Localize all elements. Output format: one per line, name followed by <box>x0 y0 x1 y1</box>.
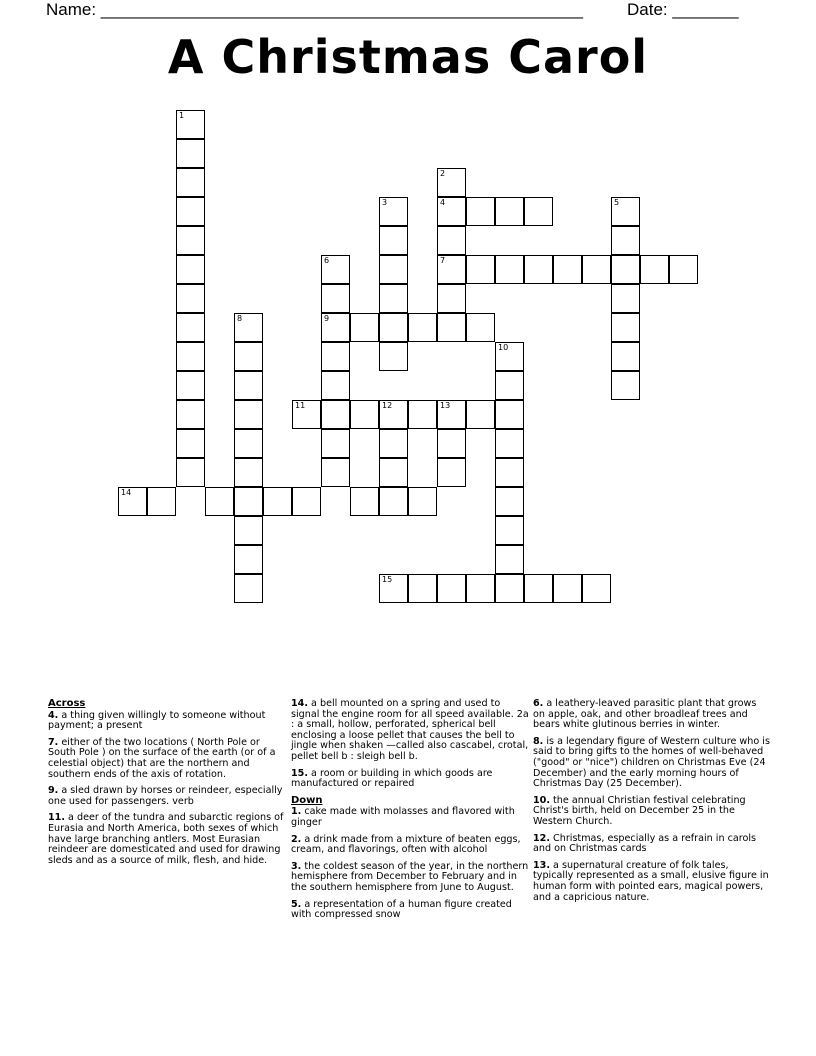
clue-item <box>291 769 529 790</box>
crossword-cell[interactable] <box>437 255 466 284</box>
crossword-cell[interactable] <box>524 574 553 603</box>
crossword-cell[interactable] <box>437 284 466 313</box>
crossword-cell[interactable] <box>524 255 553 284</box>
clue-number: 11 <box>295 401 306 410</box>
crossword-cell[interactable] <box>437 168 466 197</box>
crossword-cell[interactable] <box>176 168 205 197</box>
clue-item <box>48 786 286 807</box>
down-heading: Down <box>291 794 323 806</box>
clue-number: 8 <box>237 314 243 323</box>
clue-item <box>533 834 771 855</box>
clue-number: 2 <box>440 169 446 178</box>
crossword-cell[interactable] <box>524 197 553 226</box>
clue-item-number: 15. <box>291 767 308 779</box>
clue-item-number: 12. <box>533 832 550 844</box>
crossword-cell[interactable] <box>321 284 350 313</box>
clue-item-number: 8. <box>533 735 544 747</box>
crossword-cell[interactable] <box>379 342 408 371</box>
crossword-cell[interactable] <box>611 342 640 371</box>
crossword-cell[interactable] <box>176 255 205 284</box>
clue-item-number: 5. <box>291 898 302 910</box>
clues-column-2 <box>291 699 529 927</box>
clue-item-number: 9. <box>48 785 59 797</box>
clue-item <box>291 862 529 894</box>
clue-item-number: 10. <box>533 794 550 806</box>
crossword-cell[interactable] <box>611 197 640 226</box>
clue-item-number: 6. <box>533 698 544 709</box>
clue-item-text: cake made with molasses and flavored with ginger <box>291 806 515 828</box>
clue-item-number: 2. <box>291 833 302 845</box>
crossword-cell[interactable] <box>611 371 640 400</box>
clue-item-text: a representation of a human figure created with compressed snow <box>291 898 512 921</box>
crossword-cell[interactable] <box>205 487 234 516</box>
crossword-cell[interactable] <box>611 226 640 255</box>
crossword-cell[interactable] <box>495 458 524 487</box>
page-title: A Christmas Carol <box>167 30 649 84</box>
crossword-cell[interactable] <box>321 458 350 487</box>
crossword-cell[interactable] <box>234 429 263 458</box>
crossword-cell[interactable] <box>553 255 582 284</box>
clue-item <box>533 737 771 790</box>
crossword-cell[interactable] <box>495 516 524 545</box>
crossword-cell[interactable] <box>379 429 408 458</box>
clue-item-number: 4. <box>48 709 59 721</box>
crossword-cell[interactable] <box>437 313 466 342</box>
crossword-cell[interactable] <box>321 342 350 371</box>
clue-item <box>48 711 286 732</box>
crossword-cell[interactable] <box>234 371 263 400</box>
clue-item <box>533 699 771 731</box>
clue-item <box>48 738 286 780</box>
crossword-cell[interactable] <box>582 574 611 603</box>
crossword-cell[interactable] <box>466 400 495 429</box>
across-heading: Across <box>48 698 86 709</box>
crossword-cell[interactable] <box>408 487 437 516</box>
crossword-cell[interactable] <box>495 342 524 371</box>
crossword-cell[interactable] <box>234 545 263 574</box>
clues-column-1 <box>48 699 286 872</box>
crossword-cell[interactable] <box>176 313 205 342</box>
crossword-cell[interactable] <box>379 400 408 429</box>
crossword-cell[interactable] <box>147 487 176 516</box>
clue-item-text: either of the two locations ( North Pole or South Pole ) on the surface of the earth (or of a celestial object) that are the northern and southern ends of the axis of rotation. <box>48 736 276 780</box>
clue-number: 7 <box>440 256 446 265</box>
clue-number: 3 <box>382 198 388 207</box>
crossword-cell[interactable] <box>379 574 408 603</box>
crossword-cell[interactable] <box>292 400 321 429</box>
clue-item <box>533 861 771 903</box>
crossword-cell[interactable] <box>553 574 582 603</box>
crossword-cell[interactable] <box>234 400 263 429</box>
clue-item-text: a supernatural creature of folk tales, typically represented as a small, elusive figure in human form with pointed ears, magical powers, and a capricious nature. <box>533 859 769 903</box>
crossword-cell[interactable] <box>437 400 466 429</box>
clue-item <box>48 813 286 866</box>
crossword-cell[interactable] <box>350 313 379 342</box>
crossword-cell[interactable] <box>176 226 205 255</box>
clue-item-text: a deer of the tundra and subarctic regions of Eurasia and North America, both sexes of which have large branching antlers. Most Eurasian reindeer are domesticated and used for drawing sleds and as a source of milk, flesh, and hide. <box>48 812 284 866</box>
clue-item-number: 13. <box>533 859 550 871</box>
crossword-cell[interactable] <box>321 313 350 342</box>
crossword-cell[interactable] <box>379 458 408 487</box>
date-field-label: Date: _______ <box>627 0 739 19</box>
clue-item-number: 3. <box>291 860 302 872</box>
crossword-cell[interactable] <box>350 400 379 429</box>
clue-item-text: a drink made from a mixture of beaten eggs, cream, and flavorings, often with alcohol <box>291 833 521 856</box>
crossword-cell[interactable] <box>669 255 698 284</box>
crossword-cell[interactable] <box>176 458 205 487</box>
crossword-cell[interactable] <box>234 516 263 545</box>
crossword-cell[interactable] <box>292 487 321 516</box>
crossword-cell[interactable] <box>611 313 640 342</box>
crossword-cell[interactable] <box>350 487 379 516</box>
clue-number: 9 <box>324 314 330 323</box>
crossword-cell[interactable] <box>408 574 437 603</box>
clue-item-number: 1. <box>291 806 302 818</box>
clue-item-number: 14. <box>291 698 308 709</box>
crossword-cell[interactable] <box>321 429 350 458</box>
crossword-cell[interactable] <box>379 255 408 284</box>
crossword-cell[interactable] <box>176 400 205 429</box>
crossword-cell[interactable] <box>234 342 263 371</box>
crossword-cell[interactable] <box>176 342 205 371</box>
crossword-cell[interactable] <box>437 197 466 226</box>
crossword-cell[interactable] <box>611 284 640 313</box>
clue-item <box>533 796 771 828</box>
crossword-cell[interactable] <box>495 545 524 574</box>
crossword-cell[interactable] <box>176 371 205 400</box>
clue-item <box>291 807 529 828</box>
clue-item-text: a thing given willingly to someone without payment; a present <box>48 709 266 732</box>
clue-item-text: Christmas, especially as a refrain in carols and on Christmas cards <box>533 832 756 855</box>
crossword-cell[interactable] <box>234 313 263 342</box>
clue-number: 12 <box>382 401 393 410</box>
clue-number: 4 <box>440 198 446 207</box>
crossword-cell[interactable] <box>234 487 263 516</box>
crossword-cell[interactable] <box>321 371 350 400</box>
crossword-cell[interactable] <box>437 458 466 487</box>
clue-item <box>291 835 529 856</box>
clue-item <box>291 699 529 763</box>
crossword-cell[interactable] <box>379 284 408 313</box>
crossword-cell[interactable] <box>495 574 524 603</box>
crossword-cell[interactable] <box>437 574 466 603</box>
clue-item-text: is a legendary figure of Western culture who is said to bring gifts to the homes of well-behaved ("good" or "nice") children on Christmas Eve (24 December) and the early morning hours of Christmas Day (25 December). <box>533 735 770 790</box>
clue-number: 5 <box>614 198 620 207</box>
crossword-cell[interactable] <box>379 487 408 516</box>
clue-item <box>291 900 529 921</box>
crossword-cell[interactable] <box>379 313 408 342</box>
crossword-cell[interactable] <box>495 487 524 516</box>
clue-number: 6 <box>324 256 330 265</box>
crossword-cell[interactable] <box>495 400 524 429</box>
clue-item-number: 7. <box>48 736 59 748</box>
clue-item-text: a sled drawn by horses or reindeer, especially one used for passengers. verb <box>48 785 283 807</box>
crossword-cell[interactable] <box>379 226 408 255</box>
clue-item-text: a bell mounted on a spring and used to signal the engine room for all speed available. 2a : a small, hollow, perforated, spherical bell enclosing a loose pellet that causes the bell to jingle when shaken —called also cascabel, crotal, pellet bell b : sleigh bell b. <box>291 698 529 762</box>
crossword-cell[interactable] <box>466 255 495 284</box>
crossword-cell[interactable] <box>640 255 669 284</box>
crossword-cell[interactable] <box>495 429 524 458</box>
crossword-cell[interactable] <box>582 255 611 284</box>
clue-item-text: a leathery-leaved parasitic plant that grows on apple, oak, and other broadleaf trees and bears white glutinous berries in winter. <box>533 698 757 731</box>
crossword-cell[interactable] <box>611 255 640 284</box>
crossword-cell[interactable] <box>176 139 205 168</box>
clues-column-3 <box>533 699 771 909</box>
crossword-cell[interactable] <box>176 197 205 226</box>
crossword-cell[interactable] <box>379 197 408 226</box>
crossword-cell[interactable] <box>466 574 495 603</box>
crossword-cell[interactable] <box>437 429 466 458</box>
crossword-cell[interactable] <box>321 400 350 429</box>
crossword-cell[interactable] <box>466 197 495 226</box>
crossword-cell[interactable] <box>263 487 292 516</box>
crossword-cell[interactable] <box>234 574 263 603</box>
crossword-cell[interactable] <box>466 313 495 342</box>
crossword-cell[interactable] <box>118 487 147 516</box>
crossword-cell[interactable] <box>495 197 524 226</box>
clue-number: 13 <box>440 401 451 410</box>
clue-number: 15 <box>382 575 393 584</box>
crossword-cell[interactable] <box>408 400 437 429</box>
crossword-cell[interactable] <box>437 226 466 255</box>
crossword-cell[interactable] <box>321 255 350 284</box>
crossword-cell[interactable] <box>495 255 524 284</box>
clue-item-text: the annual Christian festival celebrating Christ's birth, held on December 25 in the Western Church. <box>533 794 746 827</box>
crossword-cell[interactable] <box>176 284 205 313</box>
crossword-cell[interactable] <box>408 313 437 342</box>
name-field-label: Name: ___________________________________________________ <box>46 0 583 19</box>
crossword-cell[interactable] <box>176 429 205 458</box>
crossword-cell[interactable] <box>176 110 205 139</box>
clue-item-text: the coldest season of the year, in the northern hemisphere from December to February and in the southern hemisphere from June to August. <box>291 860 529 893</box>
clue-number: 14 <box>121 488 132 497</box>
crossword-cell[interactable] <box>234 458 263 487</box>
clue-item-text: a room or building in which goods are manufactured or repaired <box>291 767 493 790</box>
clue-number: 10 <box>498 343 509 352</box>
clue-number: 1 <box>179 111 185 120</box>
clue-item-number: 11. <box>48 812 65 824</box>
crossword-cell[interactable] <box>495 371 524 400</box>
